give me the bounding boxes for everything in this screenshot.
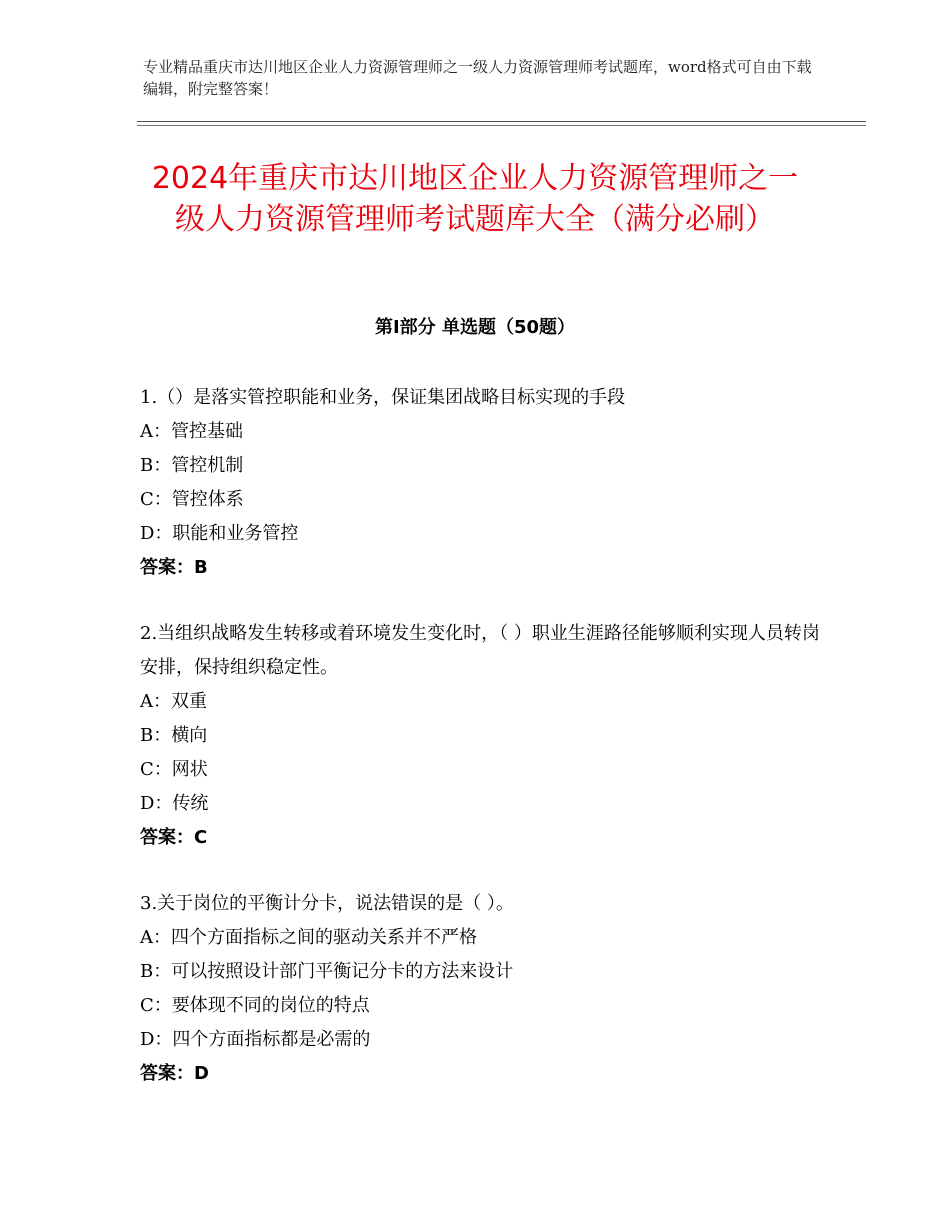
header-rule [137, 121, 866, 122]
answer: 答案：C [140, 827, 208, 848]
question-list [140, 381, 820, 1123]
option-a: A：四个方面指标之间的驱动关系并不严格 [140, 927, 477, 948]
section-title: 第Ⅰ部分 单选题（50题） [374, 317, 575, 338]
question-3 [140, 887, 820, 1091]
option-a: A：管控基础 [140, 421, 243, 442]
option-c: C：网状 [140, 759, 208, 780]
question-stem: 3.关于岗位的平衡计分卡，说法错误的是（ ）。 [140, 893, 514, 914]
option-b: B：管控机制 [140, 455, 244, 476]
option-b: B：可以按照设计部门平衡记分卡的方法来设计 [140, 961, 514, 982]
option-c: C：管控体系 [140, 489, 244, 510]
question-2 [140, 617, 820, 855]
option-d: D：传统 [140, 793, 209, 814]
question-stem: 1.（）是落实管控职能和业务，保证集团战略目标实现的手段 [140, 387, 626, 408]
header-rule-secondary [137, 125, 866, 126]
header-note: 专业精品重庆市达川地区企业人力资源管理师之一级人力资源管理师考试题库，word格式可自由下载编辑，附完整答案！ [143, 58, 812, 98]
option-d: D：四个方面指标都是必需的 [140, 1029, 371, 1050]
option-d: D：职能和业务管控 [140, 523, 299, 544]
answer: 答案：B [140, 557, 208, 578]
option-a: A：双重 [140, 691, 207, 712]
answer: 答案：D [140, 1063, 209, 1084]
question-stem: 2.当组织战略发生转移或着环境发生变化时，（ ）职业生涯路径能够顺利实现人员转岗安排，保持组织稳定性。 [140, 623, 820, 678]
document-title: 2024年重庆市达川地区企业人力资源管理师之一级人力资源管理师考试题库大全（满分必刷） [151, 161, 799, 237]
option-c: C：要体现不同的岗位的特点 [140, 995, 370, 1016]
option-b: B：横向 [140, 725, 208, 746]
question-1 [140, 381, 820, 585]
